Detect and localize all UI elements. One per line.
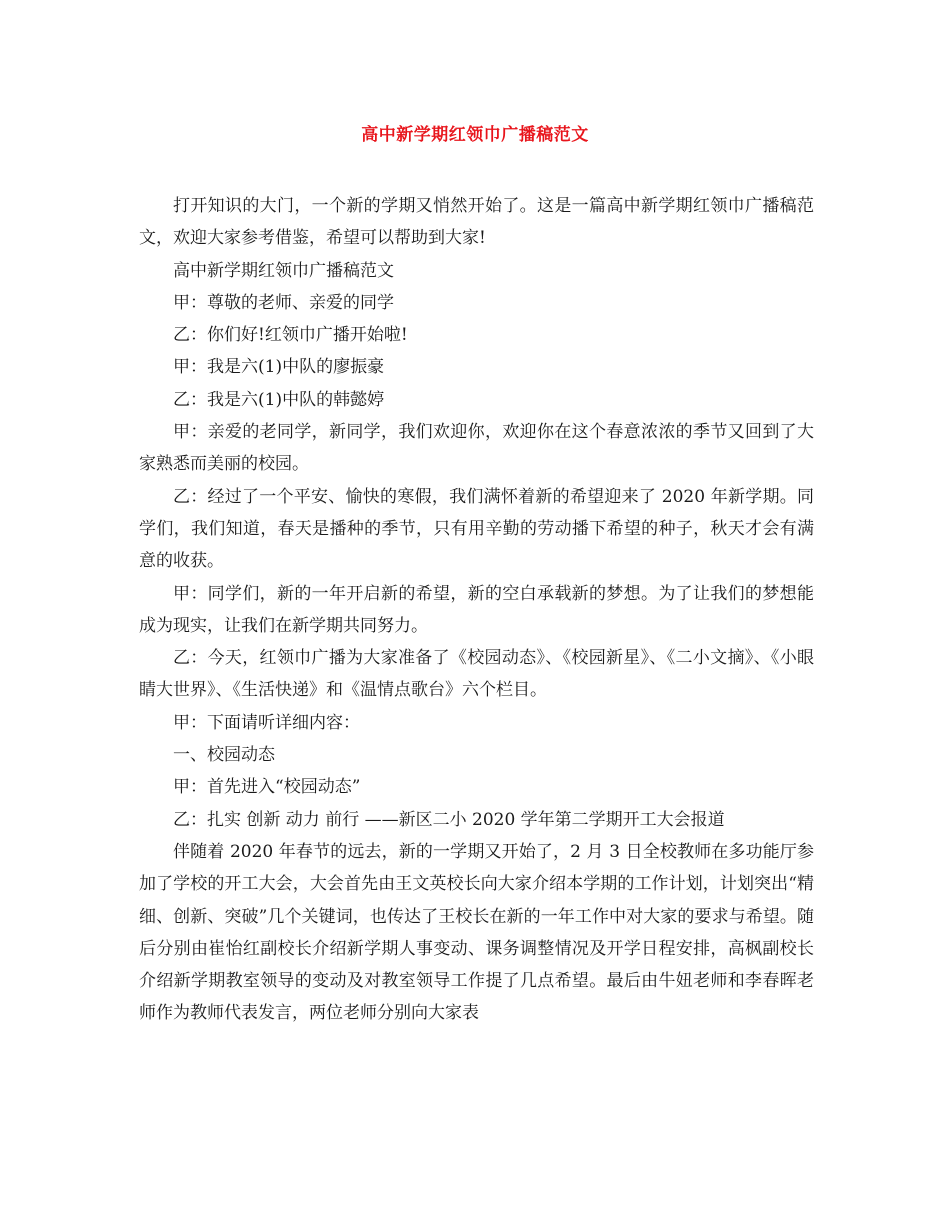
paragraph: 乙：今天，红领巾广播为大家准备了《校园动态》、《校园新星》、《二小文摘》、《小眼睛大世界》、《生活快递》和《温情点歌台》六个栏目。 bbox=[139, 648, 814, 701]
paragraph: 甲：我是六(1)中队的廖振豪 bbox=[173, 357, 385, 378]
paragraph: 甲：下面请听详细内容： bbox=[173, 712, 360, 733]
paragraph: 乙：我是六(1)中队的韩懿婷 bbox=[173, 389, 385, 410]
paragraph: 乙：你们好!红领巾广播开始啦! bbox=[173, 325, 408, 346]
paragraph: 乙：扎实 创新 动力 前行 ——新区二小 2020 学年第二学期开工大会报道 bbox=[173, 809, 725, 830]
paragraph: 乙：经过了一个平安、愉快的寒假，我们满怀着新的希望迎来了 2020 年新学期。同学们，我们知道，春天是播种的季节，只有用辛勤的劳动播下希望的种子，秋天才会有满意的收获。 bbox=[139, 486, 814, 572]
paragraph: 一、校园动态 bbox=[173, 745, 275, 766]
paragraph: 打开知识的大门，一个新的学期又悄然开始了。这是一篇高中新学期红领巾广播稿范文，欢迎大家参考借鉴，希望可以帮助到大家! bbox=[139, 196, 814, 249]
paragraph: 伴随着 2020 年春节的远去，新的一学期又开始了，2 月 3 日全校教师在多功能厅参加了学校的开工大会，大会首先由王文英校长向大家介绍本学期的工作计划，计划突出“精细、创新、突破”几个关键词，也传达了王校长在新的一年工作中对大家的要求与希望。随后分别由崔怡红副校长介绍新学期人事变动、课务调整情况及开学日程安排，高枫副校长介绍新学期教室领导的变动及对教室领导工作提了几点希望。最后由牛妞老师和李春晖老师作为教师代表发言，两位老师分别向大家表 bbox=[139, 841, 814, 1024]
paragraph: 甲：尊敬的老师、亲爱的同学 bbox=[173, 292, 394, 313]
paragraph: 甲：同学们，新的一年开启新的希望，新的空白承载新的梦想。为了让我们的梦想能成为现实，让我们在新学期共同努力。 bbox=[139, 583, 814, 636]
paragraph: 甲：首先进入“校园动态” bbox=[173, 777, 361, 798]
paragraph: 高中新学期红领巾广播稿范文 bbox=[173, 260, 394, 281]
document-body bbox=[139, 190, 814, 1030]
paragraph: 甲：亲爱的老同学，新同学，我们欢迎你，欢迎你在这个春意浓浓的季节又回到了大家熟悉而美丽的校园。 bbox=[139, 422, 814, 475]
document-title: 高中新学期红领巾广播稿范文 bbox=[361, 125, 589, 145]
